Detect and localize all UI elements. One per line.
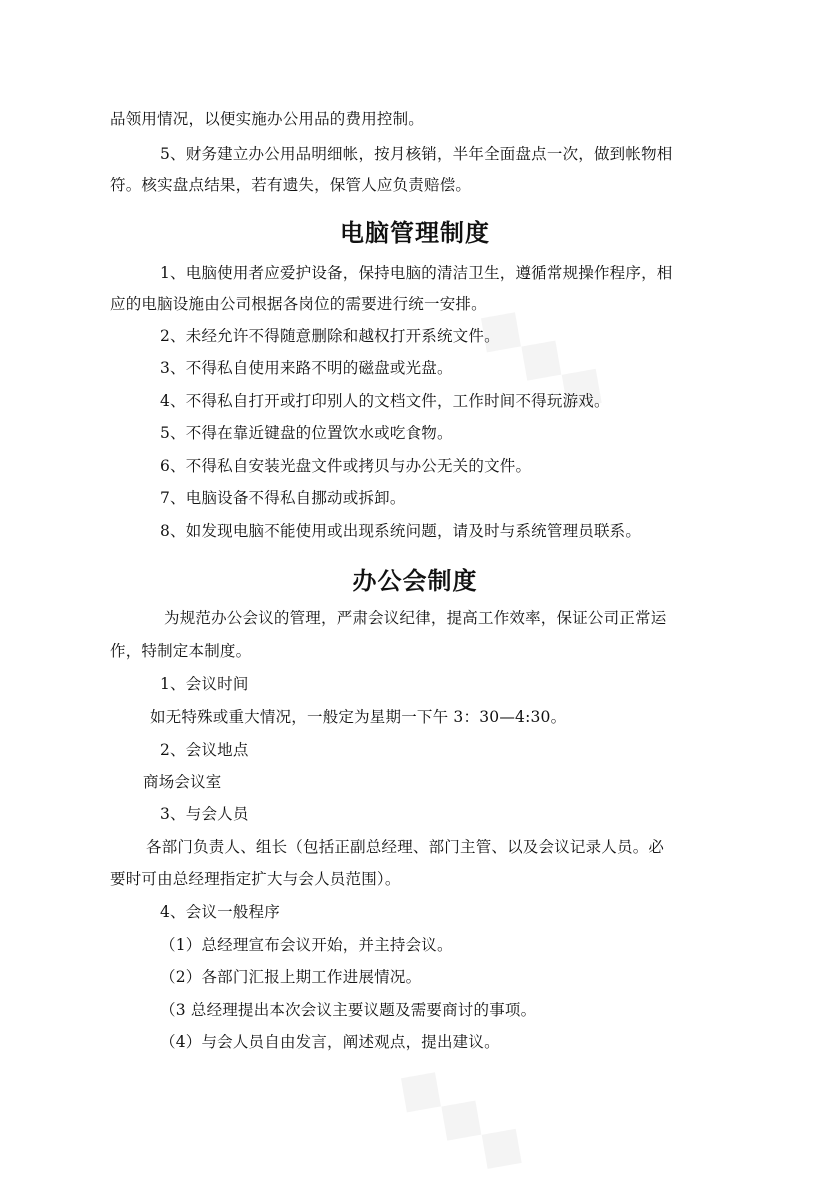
rule-line: 5、不得在靠近键盘的位置饮水或吃食物。 bbox=[160, 424, 453, 442]
meeting-line: 1、会议时间 bbox=[160, 675, 249, 693]
rule-line: 6、不得私自安装光盘文件或拷贝与办公无关的文件。 bbox=[160, 457, 532, 475]
meeting-line: 作，特制定本制度。 bbox=[110, 642, 252, 660]
rule-line: 2、未经允许不得随意删除和越权打开系统文件。 bbox=[160, 327, 500, 345]
meeting-line: 要时可由总经理指定扩大与会人员范围）。 bbox=[110, 870, 401, 888]
meeting-line: 为规范办公会议的管理，严肃会议纪律，提高工作效率，保证公司正常运 bbox=[164, 609, 667, 627]
section-title-meeting-rules: 办公会制度 bbox=[352, 567, 478, 595]
rule-line: 8、如发现电脑不能使用或出现系统问题，请及时与系统管理员联系。 bbox=[160, 522, 642, 540]
rule-line: 1、电脑使用者应爱护设备，保持电脑的清洁卫生，遵循常规操作程序，相 bbox=[160, 264, 673, 282]
rule-line: 3、不得私自使用来路不明的磁盘或光盘。 bbox=[160, 359, 453, 377]
meeting-line: （4）与会人员自由发言，阐述观点，提出建议。 bbox=[160, 1033, 500, 1051]
paragraph-line: 品领用情况，以便实施办公用品的费用控制。 bbox=[110, 110, 425, 128]
rule-line: 应的电脑设施由公司根据各岗位的需要进行统一安排。 bbox=[110, 295, 487, 313]
meeting-line: （2）各部门汇报上期工作进展情况。 bbox=[160, 968, 422, 986]
meeting-line: 3、与会人员 bbox=[160, 805, 249, 823]
meeting-line: 各部门负责人、组长（包括正副总经理、部门主管、以及会议记录人员。必 bbox=[146, 838, 665, 856]
paragraph-line: 5、财务建立办公用品明细帐，按月核销，半年全面盘点一次，做到帐物相 bbox=[160, 145, 673, 163]
rule-line: 7、电脑设备不得私自挪动或拆卸。 bbox=[160, 489, 406, 507]
paragraph-line: 符。核实盘点结果，若有遗失，保管人应负责赔偿。 bbox=[110, 176, 472, 194]
meeting-line: （3 总经理提出本次会议主要议题及需要商讨的事项。 bbox=[160, 1001, 537, 1019]
meeting-line: 如无特殊或重大情况，一般定为星期一下午 3：30—4:30。 bbox=[150, 708, 567, 726]
meeting-line: （1）总经理宣布会议开始，并主持会议。 bbox=[160, 936, 453, 954]
watermark bbox=[382, 1044, 545, 1189]
meeting-line: 2、会议地点 bbox=[160, 741, 249, 759]
meeting-line: 4、会议一般程序 bbox=[160, 903, 280, 921]
rule-line: 4、不得私自打开或打印别人的文档文件，工作时间不得玩游戏。 bbox=[160, 392, 610, 410]
meeting-line: 商场会议室 bbox=[143, 773, 222, 791]
section-title-computer-rules: 电脑管理制度 bbox=[340, 219, 490, 247]
